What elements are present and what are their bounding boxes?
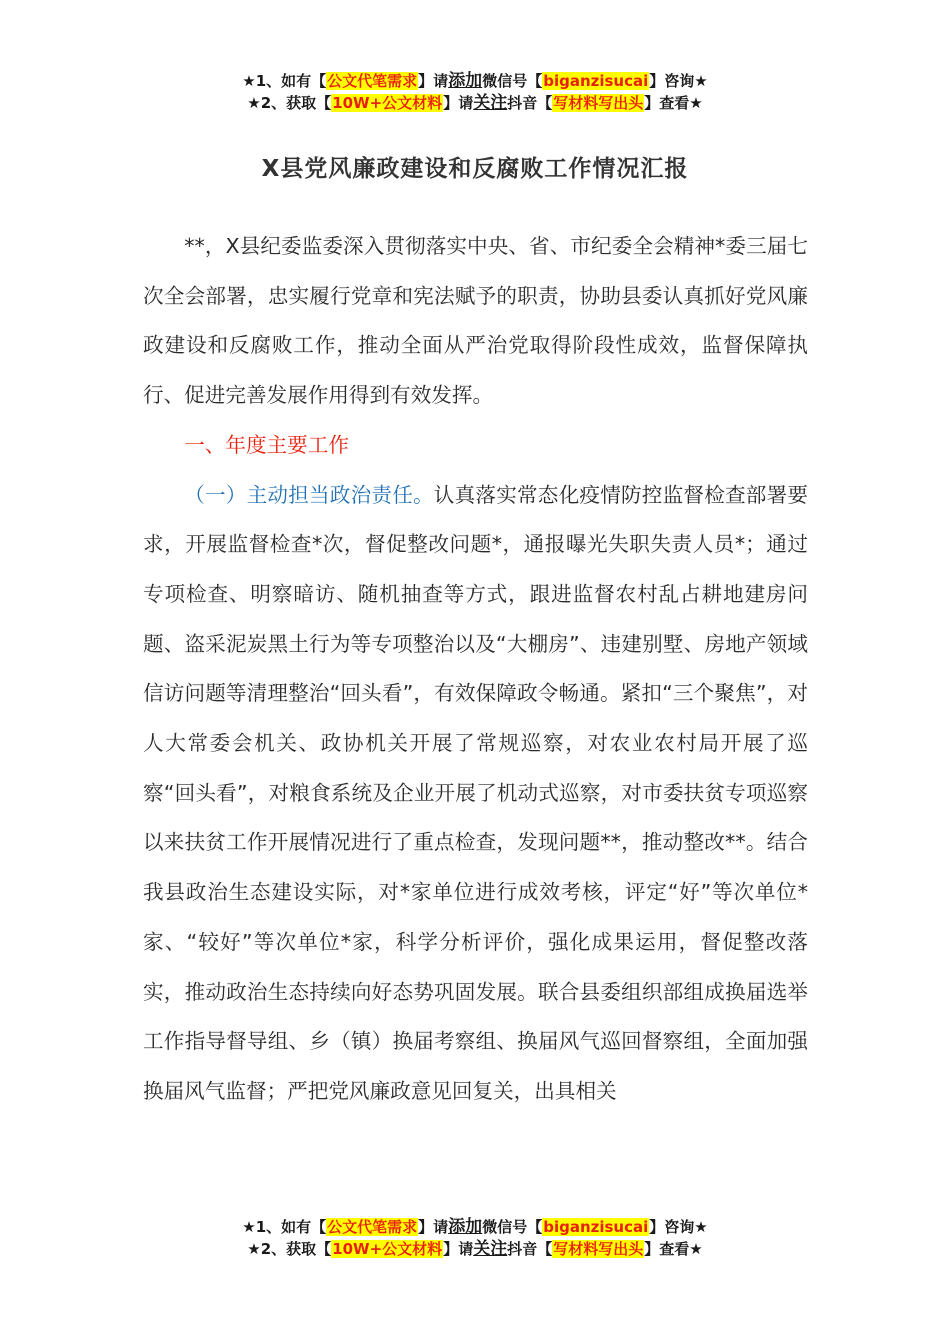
subsection-heading: （一）主动担当政治责任。 <box>184 482 434 507</box>
ad-line-2: ★2、获取【10W+公文材料】请关注抖音【写材料写出头】查看★ <box>247 93 703 113</box>
document-title: X县党风廉政建设和反腐败工作情况汇报 <box>261 156 689 182</box>
ad-line-1: ★1、如有【公文代笔需求】请添加微信号【biganzisucai】咨询★ <box>242 1217 708 1237</box>
highlight-text: 写材料写出头 <box>553 1240 644 1258</box>
ad-line-1: ★1、如有【公文代笔需求】请添加微信号【biganzisucai】咨询★ <box>242 71 708 91</box>
intro-paragraph: **，X县纪委监委深入贯彻落实中央、省、市纪委全会精神*委三届七次全会部署，忠实履行党章和宪法赋予的职责，协助县委认真抓好党风廉政建设和反腐败工作，推动全面从严治党取得阶段性成效，监督保障执行、促进完善发展作用得到有效发挥。 <box>143 234 808 408</box>
highlight-text: biganzisucai <box>543 1218 649 1236</box>
highlight-text: 写材料写出头 <box>553 94 644 112</box>
document-body <box>143 222 808 1117</box>
subsection-body: 认真落实常态化疫情防控监督检查部署要求，开展监督检查*次，督促整改问题*，通报曝光失职失责人员*；通过专项检查、明察暗访、随机抽查等方式，跟进监督农村乱占耕地建房问题、盗采泥炭黑土行为等专项整治以及“大棚房”、违建别墅、房地产领域信访问题等清理整治“回头看”，有效保障政令畅通。紧扣“三个聚焦”，对人大常委会机关、政协机关开展了常规巡察，对农业农村局开展了巡察“回头看”，对粮食系统及企业开展了机动式巡察，对市委扶贫专项巡察以来扶贫工作开展情况进行了重点检查，发现问题**，推动整改**。结合我县政治生态建设实际，对*家单位进行成效考核，评定“好”等次单位*家、“较好”等次单位*家，科学分析评价，强化成果运用，督促整改落实，推动政治生态持续向好态势巩固发展。联合县委组织部组成换届选举工作指导督导组、乡（镇）换届考察组、换届风气巡回督察组，全面加强换届风气监督；严把党风廉政意见回复关，出具相关 <box>143 482 808 1103</box>
subsection-paragraph <box>143 471 808 1117</box>
ad-banner-bottom <box>0 1216 950 1260</box>
section-heading: 一、年度主要工作 <box>184 432 349 457</box>
highlight-text: biganzisucai <box>543 72 649 90</box>
highlight-text: 10W+公文材料 <box>332 1240 443 1258</box>
ad-line-2: ★2、获取【10W+公文材料】请关注抖音【写材料写出头】查看★ <box>247 1239 703 1259</box>
ad-banner-top <box>0 70 950 114</box>
highlight-text: 10W+公文材料 <box>332 94 443 112</box>
highlight-text: 公文代笔需求 <box>327 1218 418 1236</box>
highlight-text: 公文代笔需求 <box>327 72 418 90</box>
